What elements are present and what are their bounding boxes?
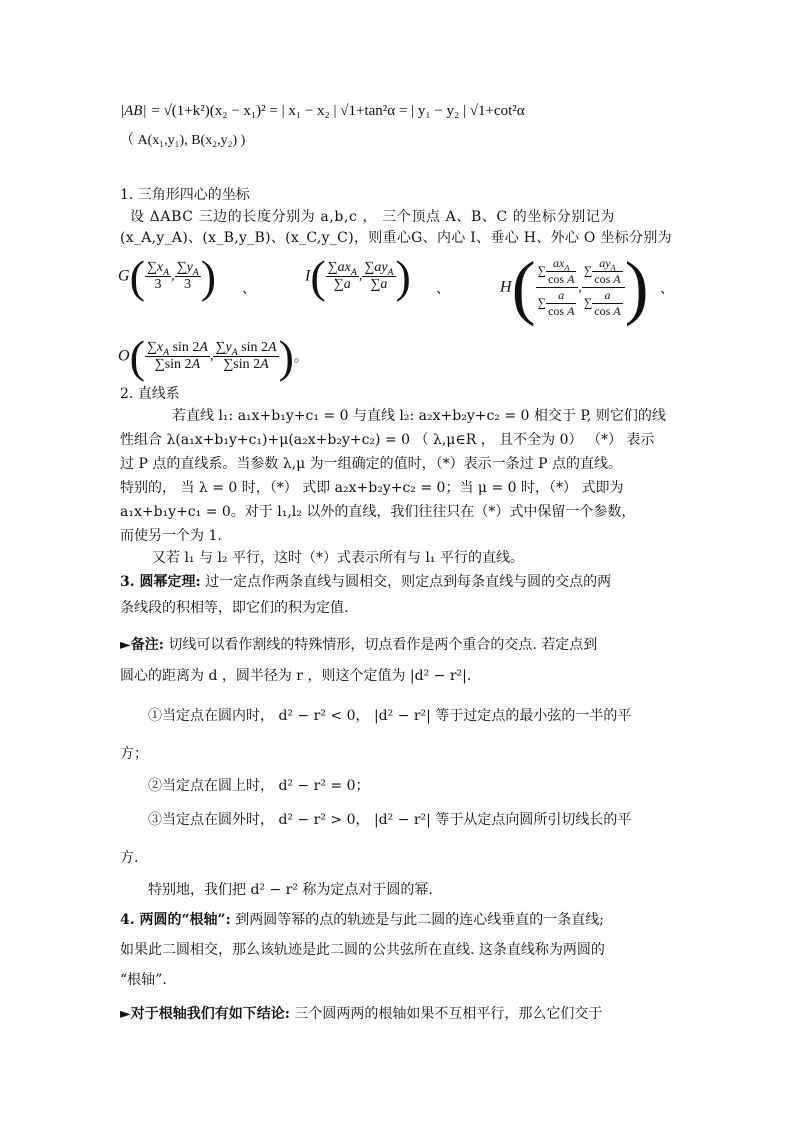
section-4-line-3: “根轴”. xyxy=(120,972,167,988)
special-note: 特别地，我们把 d² − r² 称为定点对于圆的幂. xyxy=(148,882,433,898)
circumcenter-formula: O( $\frac{\sum x_A \sin 2A}{\sum\sin 2A}$ , $\frac{\sum y_A \sin 2A}{\sum\sin 2A}$ )。 xyxy=(118,331,308,382)
section-2-heading: 2. 直线系 xyxy=(120,386,180,402)
section-3-note-1 xyxy=(120,635,597,655)
formula-ab xyxy=(120,100,525,121)
case-1-a: ①当定点在圆内时， d² − r² < 0， |d² − r²| 等于过定点的最小弦的一半的平 xyxy=(148,708,632,724)
note-text-1: 切线可以看作割线的特殊情形，切点看作是两个重合的交点. 若定点到 xyxy=(168,637,598,653)
section-4-line-1 xyxy=(120,910,604,930)
section-2-line-2: 性组合 λ(a₁x+b₁y+c₁)+μ(a₂x+b₂y+c₂) = 0 （ λ,μ∈R ， 且不全为 0） （*） 表示 xyxy=(120,432,655,448)
sep-3: 、 xyxy=(660,281,674,297)
section-2-line-7: 又若 l₁ 与 l₂ 平行，这时（*）式表示所有与 l₁ 平行的直线。 xyxy=(152,550,524,566)
note-label: ►备注: xyxy=(120,637,164,653)
sep-1: 、 xyxy=(242,281,256,297)
section-3-line-1 xyxy=(120,572,611,592)
case-1-b: 方； xyxy=(120,746,148,762)
section-1-heading: 1. 三角形四心的坐标 xyxy=(120,187,250,203)
formula-ab-expr: = √(1+k²)(x₂ − x₁)² = | x₁ − x₂ | √1+tan²α = | y₁ − y₂ | √1+cot²α xyxy=(151,103,525,119)
section-1-para-a: 设 ΔABC 三边的长度分别为 a,b,c ， 三个顶点 A、B、C 的坐标分别记为 xyxy=(130,209,615,225)
conclusion-text: 三个圆两两的根轴如果不互相平行，那么它们交于 xyxy=(294,1006,603,1022)
formula-ab-lhs: |AB| xyxy=(120,103,147,119)
case-3-a: ③当定点在圆外时， d² − r² > 0， |d² − r²| 等于从定点向圆所引切线长的平 xyxy=(148,812,632,828)
conclusion-label: ►对于根轴我们有如下结论: xyxy=(120,1006,290,1022)
section-2-line-4: 特别的， 当 λ = 0 时，（*） 式即 a₂x+b₂y+c₂ = 0；当 μ = 0 时，（*） 式即为 xyxy=(120,480,624,496)
section-3-text-1: 过一定点作两条直线与圆相交，则定点到每条直线与圆的交点的两 xyxy=(205,574,612,590)
sep-2: 、 xyxy=(436,281,450,297)
section-4-text-1: 到两圆等幂的点的轨迹是与此二圆的连心线垂直的一条直线; xyxy=(235,912,604,928)
section-4-conclusion xyxy=(120,1004,602,1024)
section-2-line-1: 若直线 l₁: a₁x+b₁y+c₁ = 0 与直线 l₂: a₂x+b₂y+c₂ = 0 相交于 P, 则它们的线 xyxy=(172,408,666,424)
formula-points xyxy=(120,130,245,151)
section-2-line-3: 过 P 点的直线系。当参数 λ,μ 为一组确定的值时，（*）表示一条过 P 点的直线。 xyxy=(120,456,622,472)
case-2: ②当定点在圆上时， d² − r² = 0； xyxy=(148,778,370,794)
section-2-line-6: 而使另一个为 1. xyxy=(120,528,222,544)
section-3-note-2: 圆心的距离为 d ，圆半径为 r ，则这个定值为 |d² − r²|. xyxy=(120,668,472,684)
section-3-heading: 3. 圆幂定理: xyxy=(120,574,201,590)
section-4-heading: 4. 两圆的“根轴”: xyxy=(120,912,231,928)
centroid-formula: G( $\frac{\sum x_A}{3}$ , $\frac{\sum y_A}{3}$ ) xyxy=(118,251,217,302)
section-2-line-5: a₁x+b₁y+c₁ = 0。对于 l₁,l₂ 以外的直线，我们往往只在（*）式中保留一个参数， xyxy=(120,504,636,520)
section-1-end: 。 xyxy=(293,349,308,366)
case-3-b: 方. xyxy=(120,850,139,866)
incenter-formula: I( $\frac{\sum ax_A}{\sum a}$ , $\frac{\sum ay_A}{\sum a}$ ) xyxy=(305,251,411,302)
orthocenter-formula: H( ∑ $\frac{ax_A}{\text{cos A}}$ ∑ $\frac{a}{\text{cos A}}$ , ∑ $\frac{ay_A}{\text{cos A}}$ ∑ $\frac{a}{\text{cos A}}$ ) xyxy=(500,247,649,327)
section-4-line-2: 如果此二圆相交，那么该轨迹是此二圆的公共弦所在直线. 这条直线称为两圆的 xyxy=(120,942,605,958)
section-1-para-b: (x_A,y_A)、(x_B,y_B)、(x_C,y_C)，则重心G、内心 I、垂心 H、外心 O 坐标分别为 xyxy=(120,230,672,246)
formula-points-text: （ A(x₁,y₁), B(x₂,y₂) ) xyxy=(120,133,246,148)
section-3-text-2: 条线段的积相等，即它们的积为定值. xyxy=(120,600,349,616)
